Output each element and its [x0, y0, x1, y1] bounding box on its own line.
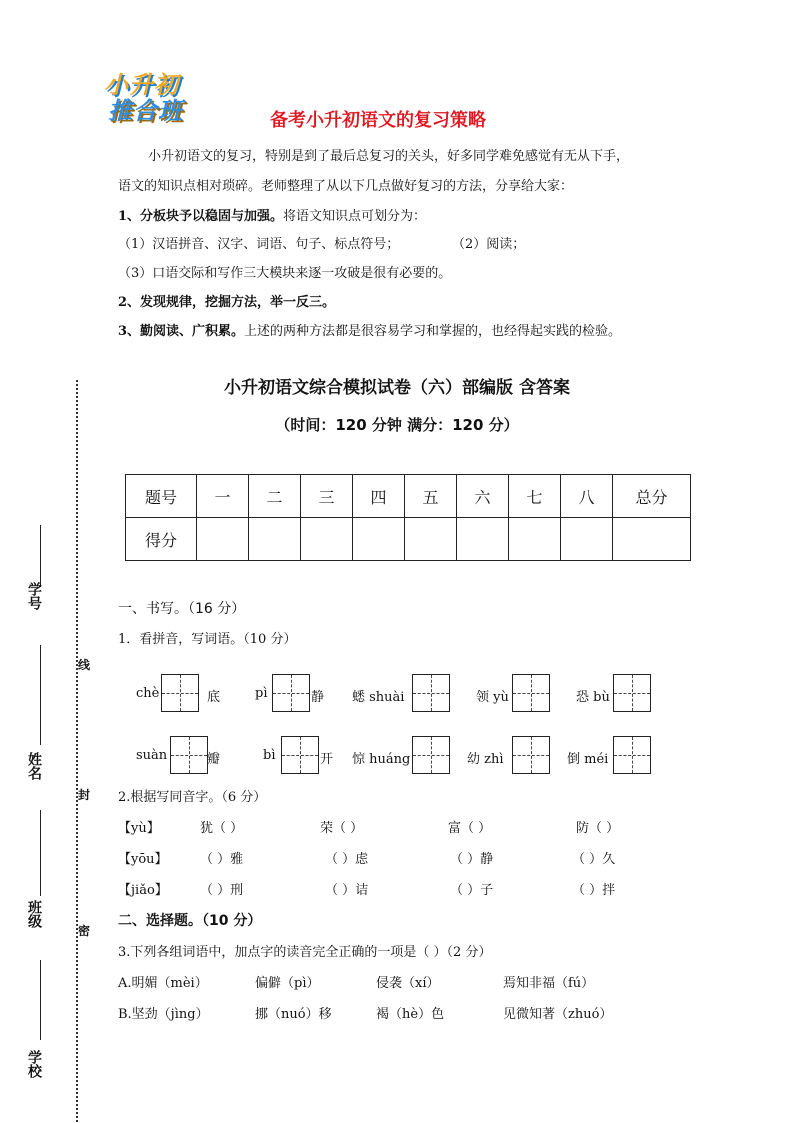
score-table-score-row [126, 518, 691, 561]
tip1 [118, 205, 426, 224]
homophone-item: （ ）静 [450, 852, 494, 867]
score-cell: 七 [509, 475, 561, 518]
homophone-item: 防（ ） [576, 821, 620, 836]
q1-prompt: 1．看拼音，写词语。（10 分） [118, 632, 297, 647]
q2-prompt: 2.根据写同音字。（6 分） [118, 790, 267, 805]
tianzi-box[interactable] [512, 674, 550, 712]
cut-mark-mi: 密 [78, 924, 91, 938]
tip3-bold: 3、勤阅读、广积累。 [118, 324, 245, 339]
score-input-cell[interactable] [509, 518, 561, 561]
pinyin-r2-2: bì [263, 748, 276, 763]
class-line[interactable] [40, 810, 41, 896]
homophone-key: 【yù】 [118, 821, 160, 836]
pinyin-r2-2-after: 开 [320, 752, 334, 767]
tip1-bold: 1、分板块予以稳固与加强。 [118, 209, 284, 224]
score-input-cell[interactable] [405, 518, 457, 561]
homophone-item: （ ）子 [450, 883, 494, 898]
intro-p2: 语文的知识点相对琐碎。老师整理了从以下几点做好复习的方法，分享给大家： [118, 179, 574, 194]
tip1-a: （1）汉语拼音、汉字、词语、句子、标点符号； [118, 237, 400, 252]
student-id-line[interactable] [40, 525, 41, 587]
binding-dotted-line [76, 380, 78, 1122]
score-cell: 六 [457, 475, 509, 518]
score-input-cell[interactable] [613, 518, 691, 561]
logo-line2: 推合班 [108, 97, 183, 125]
score-input-cell[interactable] [301, 518, 353, 561]
tip3-rest: 上述的两种方法都是很容易学习和掌握的，也经得起实践的检验。 [244, 324, 622, 339]
name-line[interactable] [40, 645, 41, 745]
option-a: 偏僻（pì） [255, 976, 320, 991]
tip1-rest: 将语文知识点可划分为： [283, 209, 427, 224]
pinyin-r2-4: 幼 zhì [467, 752, 504, 767]
option-b: B.坚劲（jìng） [118, 1007, 209, 1022]
option-b: 见微知著（zhuó） [503, 1007, 613, 1022]
tip2: 2、发现规律，挖掘方法，举一反三。 [118, 295, 336, 310]
logo-line1: 小升初 [104, 71, 179, 99]
pinyin-r1-3: 蟋 shuài [352, 690, 405, 705]
tianzi-box[interactable] [412, 674, 450, 712]
score-table [125, 474, 691, 561]
class-label: 班级 [26, 900, 42, 928]
tianzi-box[interactable] [170, 736, 208, 774]
school-label: 学校 [26, 1050, 42, 1078]
score-table-header-row [126, 475, 691, 518]
score-row-label: 得分 [126, 518, 197, 561]
cut-mark-xian: 线 [78, 658, 91, 672]
tianzi-box[interactable] [272, 674, 310, 712]
pinyin-r2-5: 倒 méi [567, 752, 609, 767]
option-a: A.明媚（mèi） [118, 976, 208, 991]
exam-subtitle: （时间：120 分钟 满分：120 分） [275, 416, 519, 434]
pinyin-r2-1-after: 瓣 [207, 752, 221, 767]
homophone-item: （ ）拌 [572, 883, 616, 898]
pinyin-r1-2: pì [255, 686, 268, 701]
option-b: 褐（hè）色 [376, 1007, 445, 1022]
tianzi-box[interactable] [281, 736, 319, 774]
exam-title: 小升初语文综合模拟试卷（六）部编版 含答案 [224, 378, 570, 398]
score-cell: 四 [353, 475, 405, 518]
score-cell: 一 [197, 475, 249, 518]
pinyin-r1-2-after: 静 [311, 690, 325, 705]
score-input-cell[interactable] [249, 518, 301, 561]
option-a: 侵袭（xí） [376, 976, 440, 991]
section2-heading: 二、选择题。（10 分） [118, 913, 262, 929]
logo [104, 72, 212, 130]
homophone-item: 荣（ ） [320, 821, 364, 836]
pinyin-r2-3: 惊 huáng [352, 752, 411, 767]
homophone-item: （ ）久 [572, 852, 616, 867]
score-cell: 题号 [126, 475, 197, 518]
homophone-item: （ ）诘 [325, 883, 369, 898]
tip1-c: （3）口语交际和写作三大模块来逐一攻破是很有必要的。 [118, 266, 452, 281]
pinyin-r2-1: suàn [136, 748, 168, 763]
score-input-cell[interactable] [561, 518, 613, 561]
student-id-label: 学号 [26, 582, 42, 610]
intro-p1: 小升初语文的复习，特别是到了最后总复习的关头，好多同学难免感觉有无从下手， [148, 149, 630, 164]
tip1-b: （2）阅读； [452, 237, 526, 252]
name-label: 姓名 [26, 752, 42, 780]
section1-heading: 一、书写。（16 分） [118, 601, 246, 617]
homophone-item: （ ）雅 [200, 852, 244, 867]
tianzi-box[interactable] [613, 674, 651, 712]
homophone-item: 富（ ） [448, 821, 492, 836]
homophone-item: （ ）虑 [325, 852, 369, 867]
option-b: 挪（nuó）移 [255, 1007, 332, 1022]
score-cell: 三 [301, 475, 353, 518]
score-input-cell[interactable] [457, 518, 509, 561]
pinyin-r1-1: chè [136, 686, 160, 701]
homophone-key: 【jiǎo】 [118, 883, 168, 898]
homophone-item: 犹（ ） [200, 821, 244, 836]
tianzi-box[interactable] [512, 736, 550, 774]
score-input-cell[interactable] [353, 518, 405, 561]
tianzi-box[interactable] [613, 736, 651, 774]
tianzi-box[interactable] [412, 736, 450, 774]
score-cell: 二 [249, 475, 301, 518]
option-a: 焉知非福（fú） [503, 976, 595, 991]
homophone-key: 【yōu】 [118, 852, 168, 867]
cut-mark-feng: 封 [78, 788, 91, 802]
score-cell: 五 [405, 475, 457, 518]
homophone-item: （ ）刑 [200, 883, 244, 898]
score-input-cell[interactable] [197, 518, 249, 561]
tip3 [118, 320, 621, 339]
school-line[interactable] [40, 960, 41, 1040]
pinyin-r1-1-after: 底 [207, 690, 221, 705]
score-cell: 总分 [613, 475, 691, 518]
promo-title: 备考小升初语文的复习策略 [270, 110, 486, 131]
tianzi-box[interactable] [161, 674, 199, 712]
pinyin-r1-4: 领 yù [476, 690, 509, 705]
q3-prompt: 3.下列各组词语中，加点字的读音完全正确的一项是（ ）（2 分） [118, 945, 492, 960]
pinyin-r1-5: 恐 bù [576, 690, 610, 705]
score-cell: 八 [561, 475, 613, 518]
